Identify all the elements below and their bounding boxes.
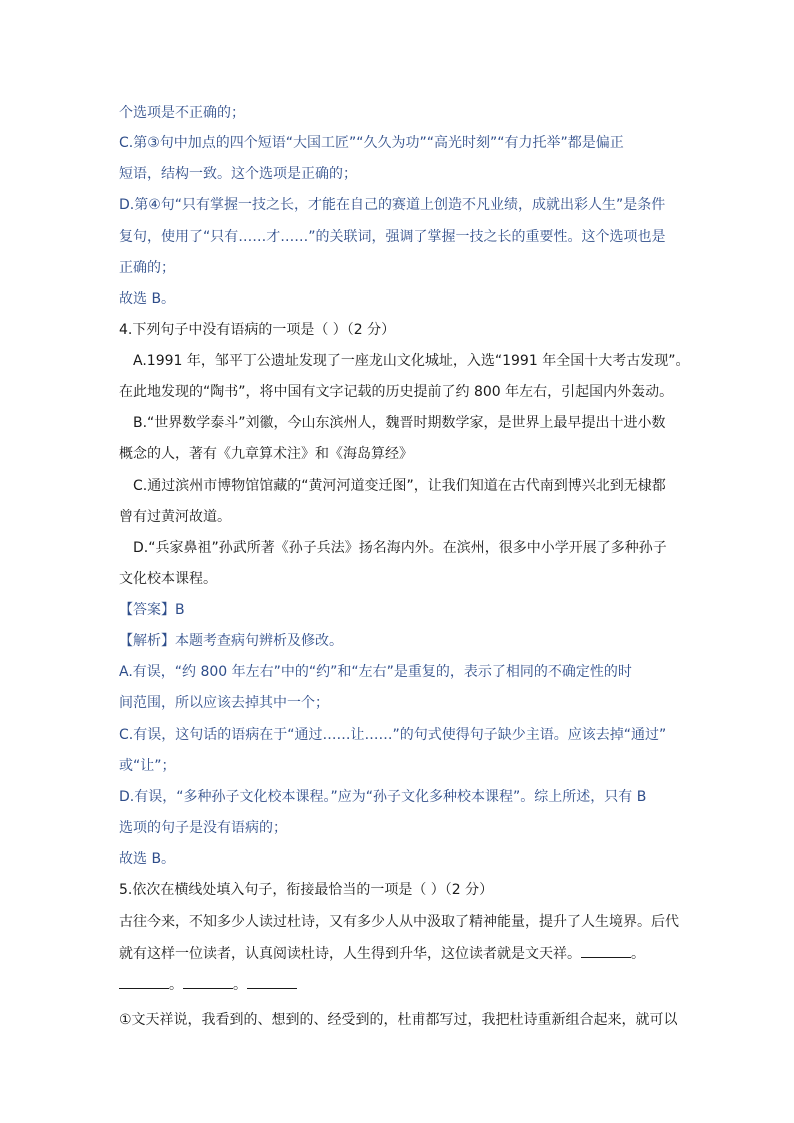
text-line: 短语，结构一致。这个选项是正确的； — [119, 166, 357, 182]
answer-blank — [247, 974, 297, 989]
text-line: 或“让”； — [119, 758, 176, 774]
text-line: D.第④句“只有掌握一技之长，才能在自己的赛道上创造不凡业绩，成就出彩人生”是条件 — [119, 197, 666, 213]
question-5-stem: 5.依次在横线处填入句子，衔接最恰当的一项是（ ）（2 分） — [119, 882, 494, 898]
text-line: 曾有过黄河故道。 — [119, 509, 231, 525]
answer-blank — [119, 974, 169, 989]
text-line: 在此地发现的“陶书”，将中国有文字记载的历史提前了约 800 年左右，引起国内外轰动。 — [119, 384, 674, 400]
question-4-stem: 4.下列句子中没有语病的一项是（ ）（2 分） — [119, 322, 396, 338]
blank-line — [119, 974, 297, 995]
text-line: 古往今来，不知多少人读过杜诗，又有多少人从中汲取了精神能量，提升了人生境界。后代 — [119, 914, 679, 930]
text-line: A.有误，“约 800 年左右”中的“约”和“左右”是重复的，表示了相同的不确定性的时 — [119, 664, 632, 680]
text-line: 故选 B。 — [119, 291, 176, 307]
option-d: D.“兵家鼻祖”孙武所著《孙子兵法》扬名海内外。在滨州，很多中小学开展了多种孙子 — [133, 540, 667, 556]
text-line: 概念的人，著有《九章算术注》和《海岛算经》 — [119, 446, 413, 462]
text-segment: 就有这样一位读者，认真阅读杜诗，人生得到升华，这位读者就是文天祥。 — [119, 946, 581, 962]
answer-blank — [581, 943, 631, 958]
text-line: 正确的； — [119, 260, 175, 276]
option-b: B.“世界数学泰斗”刘徽，今山东滨州人，魏晋时期数学家，是世界上最早提出十进小数 — [133, 415, 666, 431]
text-line: 个选项是不正确的； — [119, 105, 245, 121]
text-line: 间范围，所以应该去掉其中一个； — [119, 695, 329, 711]
text-line: 文化校本课程。 — [119, 571, 217, 587]
answer-label: 【答案】B — [119, 602, 185, 618]
option-c: C.通过滨州市博物馆馆藏的“黄河河道变迁图”，让我们知道在古代南到博兴北到无棣都 — [133, 478, 666, 494]
text-line — [119, 943, 645, 964]
text-line: C.有误，这句话的语病在于“通过……让……”的句式使得句子缺少主语。应该去掉“通过” — [119, 727, 667, 743]
text-line: D.有误，“多种孙子文化校本课程。”应为“孙子文化多种校本课程”。综上所述，只有 B — [119, 789, 647, 805]
analysis-label: 【解析】本题考查病句辨析及修改。 — [119, 633, 343, 649]
text-line: C.第③句中加点的四个短语“大国工匠”“久久为功”“高光时刻”“有力托举”都是偏正 — [119, 135, 624, 151]
separator: 。 — [233, 977, 247, 993]
text-segment: 。 — [631, 946, 645, 962]
text-line: ①文天祥说，我看到的、想到的、经受到的，杜甫都写过，我把杜诗重新组合起来，就可以 — [119, 1012, 678, 1028]
text-line: 复句，使用了“只有……才……”的关联词，强调了掌握一技之长的重要性。这个选项也是 — [119, 229, 666, 245]
option-a: A.1991 年，邹平丁公遗址发现了一座龙山文化城址，入选“1991 年全国十大考古发现”。 — [133, 353, 690, 369]
text-line: 选项的句子是没有语病的； — [119, 820, 287, 836]
separator: 。 — [169, 977, 183, 993]
answer-blank — [183, 974, 233, 989]
text-line: 故选 B。 — [119, 851, 176, 867]
